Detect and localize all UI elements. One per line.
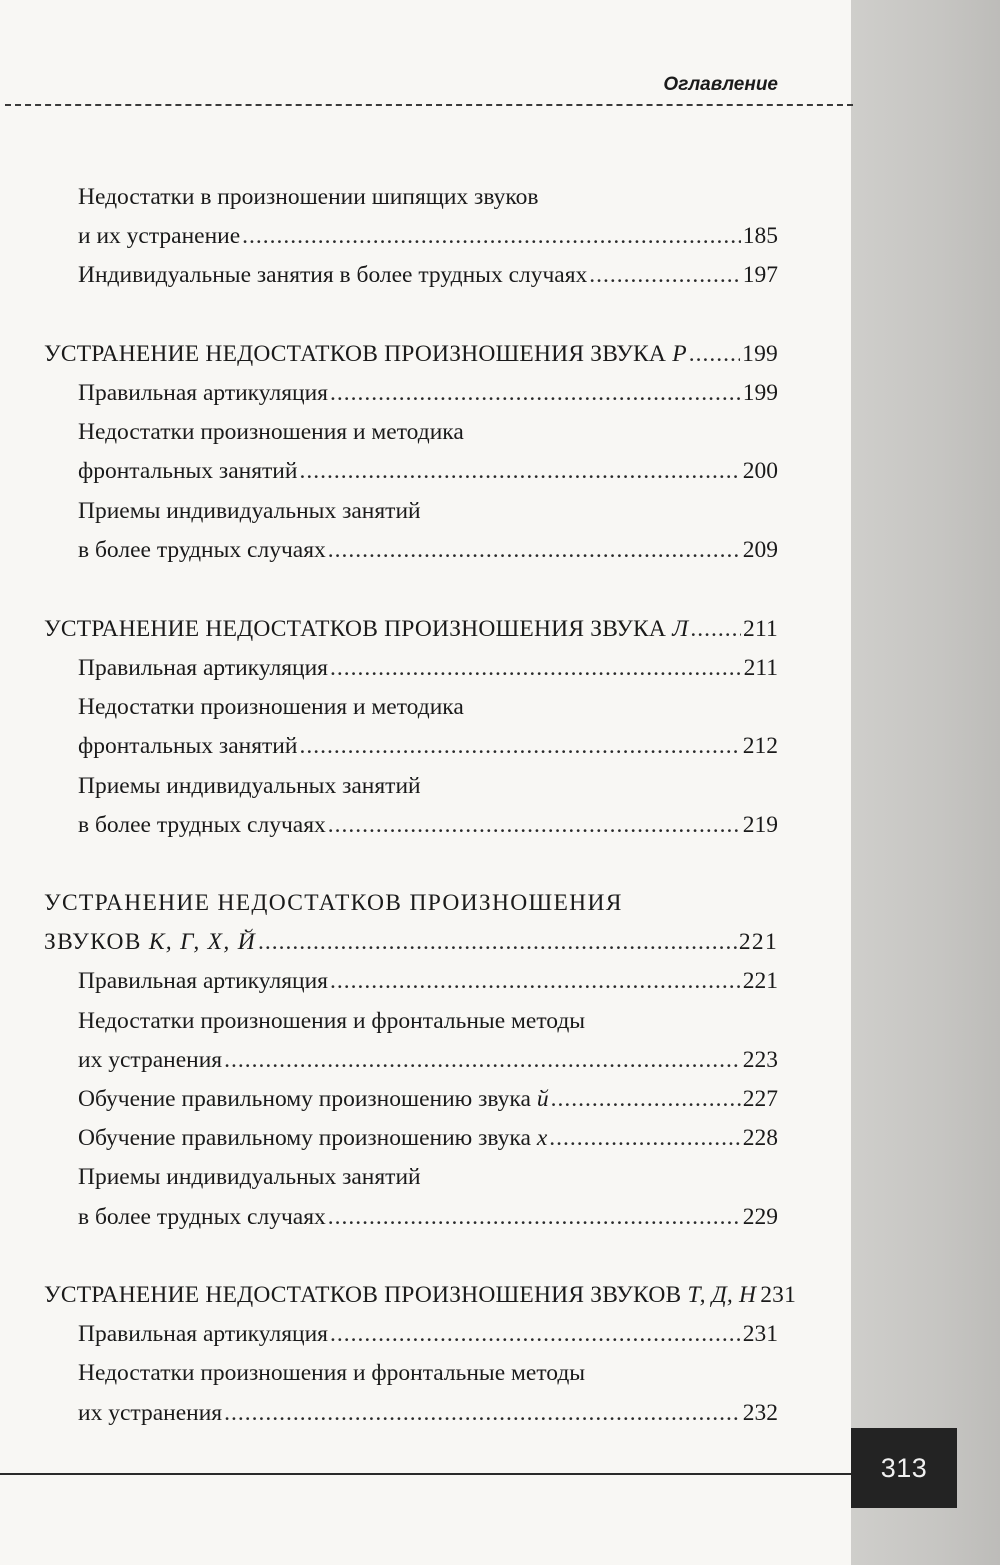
dot-leader <box>330 651 742 685</box>
toc-entry-individual-methods-r <box>78 494 778 528</box>
toc-entry-text: Недостатки в произношении шипящих звуков <box>78 184 539 210</box>
toc-entry-text: Недостатки произношения и методика <box>78 419 464 445</box>
toc-page-number: 211 <box>743 655 778 681</box>
toc-entry-remedy-tdn <box>78 1396 778 1430</box>
dot-leader <box>224 1396 741 1430</box>
dot-leader <box>328 808 741 842</box>
toc-entry-text: Недостатки произношения и фронтальные методы <box>78 1008 586 1034</box>
toc-entry-text <box>78 1082 549 1116</box>
dot-leader <box>328 1200 741 1234</box>
toc-entry-text: Приемы индивидуальных занятий <box>78 773 421 799</box>
toc-entry-text: Приемы индивидуальных занятий <box>78 498 421 524</box>
toc-entry-defects-method-r <box>78 415 778 449</box>
toc-entry-text: Правильная артикуляция <box>78 655 328 681</box>
dot-leader <box>690 612 741 646</box>
toc-section-title: УСТРАНЕНИЕ НЕДОСТАТКОВ ПРОИЗНОШЕНИЯ ЗВУКА <box>44 341 673 367</box>
toc-entry-individual-methods-l <box>78 769 778 803</box>
toc-entry-text: фронтальных занятий <box>78 733 298 759</box>
dot-leader <box>330 1317 741 1351</box>
toc-entry-text: Недостатки произношения и методика <box>78 694 464 720</box>
toc-section-text <box>44 925 256 959</box>
toc-page-number: 209 <box>742 537 778 563</box>
toc-page-number: 231 <box>760 1282 797 1308</box>
toc-entry-text: Правильная артикуляция <box>78 968 328 994</box>
toc-page-number: 228 <box>742 1125 778 1151</box>
toc-entry-text: фронтальных занятий <box>78 458 298 484</box>
toc-entry-text: и их устранение <box>78 223 241 249</box>
toc-entry-title: Обучение правильному произношению звука <box>78 1125 537 1151</box>
page-edge-band <box>851 0 1000 1565</box>
toc-section-sounds-kgxy-cont <box>44 925 778 959</box>
toc-section-text <box>44 612 688 646</box>
toc-section-title: ЗВУКОВ <box>44 929 149 955</box>
toc-entry-teaching-y <box>78 1082 778 1116</box>
toc-entry-text: Индивидуальные занятия в более трудных случаях <box>78 262 588 288</box>
toc-entry-teaching-x <box>78 1121 778 1155</box>
toc-section-text <box>44 1278 756 1312</box>
toc-page-number: 229 <box>742 1204 778 1230</box>
toc-page-number: 227 <box>742 1086 778 1112</box>
toc-entry-sound: й <box>536 1086 549 1112</box>
toc-entry-text: Недостатки произношения и фронтальные методы <box>78 1360 586 1386</box>
dot-leader <box>589 258 740 292</box>
toc-entry-frontal-lessons-r <box>78 454 778 488</box>
toc-entry-defects-frontal-tdn <box>78 1356 778 1390</box>
dot-leader <box>330 964 741 998</box>
toc-entry-text: в более трудных случаях <box>78 537 326 563</box>
dot-leader <box>549 1121 741 1155</box>
toc-page-number: 219 <box>742 812 778 838</box>
toc-entry-articulation-tdn <box>78 1317 778 1351</box>
toc-page-number: 221 <box>742 968 778 994</box>
toc-section-title: УСТРАНЕНИЕ НЕДОСТАТКОВ ПРОИЗНОШЕНИЯ ЗВУКА <box>44 616 673 642</box>
toc-entry-title: Обучение правильному произношению звука <box>78 1086 537 1112</box>
dot-leader <box>689 337 740 371</box>
toc-entry-hushing-sounds <box>78 180 778 214</box>
toc-entry-defects-method-l <box>78 690 778 724</box>
toc-entry-text: Правильная артикуляция <box>78 1321 328 1347</box>
toc-entry-difficult-cases-l <box>78 808 778 842</box>
toc-page-number: 185 <box>742 223 778 249</box>
toc-entry-frontal-lessons-l <box>78 729 778 763</box>
dot-leader <box>258 925 737 959</box>
toc-entry-text: их устранения <box>78 1400 223 1426</box>
toc-entry-defects-frontal-kgxy <box>78 1004 778 1038</box>
toc-section-title: УСТРАНЕНИЕ НЕДОСТАТКОВ ПРОИЗНОШЕНИЯ <box>44 890 623 916</box>
dot-leader <box>242 219 741 253</box>
dot-leader <box>224 1043 741 1077</box>
toc-page-number: 199 <box>742 380 778 406</box>
toc-entry-articulation-kgxy <box>78 964 778 998</box>
toc-entry-articulation-l <box>78 651 778 685</box>
toc-section-sound-l <box>44 612 778 646</box>
toc-entry-individual-lessons <box>78 258 778 292</box>
toc-entry-hushing-sounds-cont <box>78 219 778 253</box>
running-header-title: Оглавление <box>663 74 778 95</box>
toc-entry-articulation-r <box>78 376 778 410</box>
footer-divider <box>0 1473 851 1475</box>
toc-page-number: 211 <box>743 616 778 642</box>
toc-entry-text: их устранения <box>78 1047 223 1073</box>
toc-page-number: 212 <box>742 733 778 759</box>
toc-page-number: 200 <box>742 458 778 484</box>
toc-section-sound-r <box>44 337 778 371</box>
dot-leader <box>330 376 741 410</box>
toc-section-sound: Т, Д, Н <box>687 1282 757 1308</box>
dot-leader <box>551 1082 741 1116</box>
toc-section-sounds-tdn <box>44 1278 797 1312</box>
toc-section-sounds-kgxy <box>44 886 778 920</box>
page-number-tab <box>851 1428 957 1508</box>
toc-section-text <box>44 337 687 371</box>
dot-leader <box>328 533 741 567</box>
toc-entry-text: в более трудных случаях <box>78 812 326 838</box>
toc-page-number: 199 <box>742 341 778 367</box>
toc-page-number: 197 <box>742 262 778 288</box>
toc-entry-text: Приемы индивидуальных занятий <box>78 1164 421 1190</box>
toc-section-sound: Л <box>672 616 689 642</box>
toc-page-number: 232 <box>742 1400 778 1426</box>
toc-entry-difficult-cases-r <box>78 533 778 567</box>
toc-page-number: 231 <box>742 1321 778 1347</box>
toc-page-number: 221 <box>738 929 778 955</box>
toc-section-sound: Р <box>672 341 687 367</box>
toc-section-title: УСТРАНЕНИЕ НЕДОСТАТКОВ ПРОИЗНОШЕНИЯ ЗВУКОВ <box>44 1282 688 1308</box>
toc-entry-remedy-kgxy <box>78 1043 778 1077</box>
page-number: 313 <box>880 1452 928 1483</box>
toc-entry-text <box>78 1121 547 1155</box>
dot-leader <box>299 729 740 763</box>
dot-leader <box>299 454 740 488</box>
toc-entry-difficult-cases-kgxy <box>78 1200 778 1234</box>
toc-entry-sound: х <box>536 1125 548 1151</box>
toc-entry-text: в более трудных случаях <box>78 1204 326 1230</box>
toc-entry-text: Правильная артикуляция <box>78 380 328 406</box>
toc-entry-individual-methods-kgxy <box>78 1160 778 1194</box>
toc-section-sound: К, Г, Х, Й <box>148 929 256 955</box>
toc-page-number: 223 <box>742 1047 778 1073</box>
